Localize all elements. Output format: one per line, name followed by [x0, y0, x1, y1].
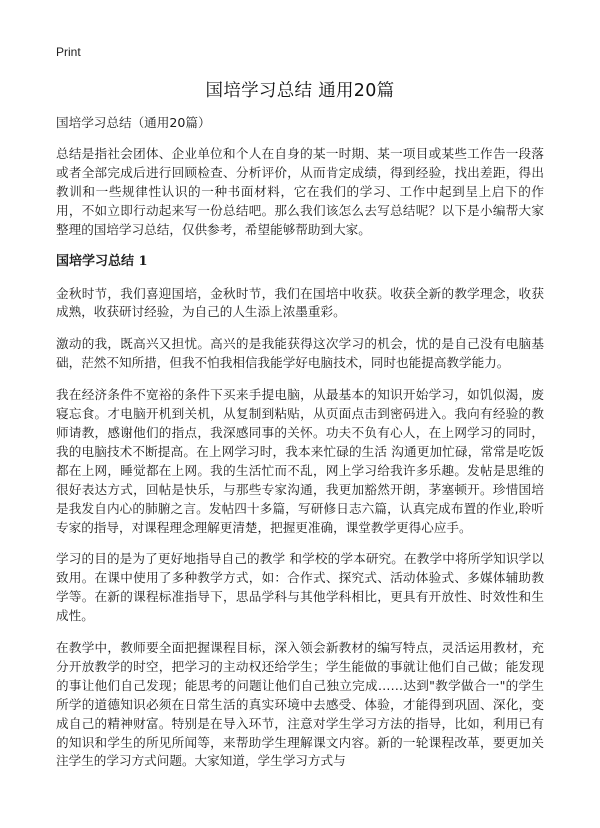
- print-link[interactable]: Print: [56, 45, 81, 59]
- body-paragraph: 我在经济条件不宽裕的条件下买来手提电脑，从最基本的知识开始学习，如饥似渴，废寝忘食。才电脑开机到关机，从复制到粘贴，从页面点击到密码进入。我向有经验的教师请教，感谢他们的指点，我深感同事的关怀。功夫不负有心人，在上网学习的同时，我的电脑技术不断提高。在上网学习时，我本来忙碌的生活 沟通更加忙碌，常常是吃饭都在上网，睡觉都在上网。我的生活忙而不乱，网上学习给我许多乐趣。发帖是思维的很好表达方式，回帖是快乐，与那些专家沟通，我更加豁然开朗，茅塞顿开。珍惜国培是我发自内心的肺腑之言。发帖四十多篇，写研修日志六篇，认真完成布置的作业,聆听专家的指导，对课程理念理解更清楚，把握更准确，课堂教学更得心应手。: [56, 387, 544, 535]
- document-body: [56, 114, 544, 784]
- document-subtitle: 国培学习总结（通用20篇）: [56, 115, 211, 130]
- intro-paragraph: 总结是指社会团体、企业单位和个人在自身的某一时期、某一项目或某些工作告一段落或者全部完成后进行回顾检查、分析评价，从而肯定成绩，得到经验，找出差距，得出教训和一些规律性认识的一种书面材料，它在我们的学习、工作中起到呈上启下的作用，不如立即行动起来写一份总结吧。那么我们该怎么去写总结呢？以下是小编帮大家整理的国培学习总结，仅供参考，希望能够帮助到大家。: [56, 146, 544, 237]
- body-paragraph: 在教学中，教师要全面把握课程目标，深入领会新教材的编写特点，灵活运用教材，充分开放教学的时空，把学习的主动权还给学生；学生能做的事就让他们自己做；能发现的事让他们自己发现；能思考的问题让他们自己独立完成……达到"教学做合一"的学生所学的道德知识必须在日常生活的真实环境中去感受、体验，才能得到巩固、深化，变成自己的精神财富。特别是在导入环节，注意对学生学习方法的指导，比如，利用已有的知识和学生的所见所闻等，来帮助学生理解课文内容。新的一轮课程改革，要更加关注学生的学习方式问题。大家知道，学生学习方式与: [56, 640, 544, 769]
- body-paragraph: 学习的目的是为了更好地指导自己的教学 和学校的学本研究。在教学中将所学知识学以致用。在课中使用了多种教学方式，如：合作式、探究式、活动体验式、多媒体辅助教学等。在新的课程标准指导下，思品学科与其他学科相比，更具有开放性、时效性和生成性。: [56, 551, 544, 624]
- body-paragraph: 激动的我，既高兴又担忧。高兴的是我能获得这次学习的机会，忧的是自己没有电脑基础，茫然不知所措，但我不怕我相信我能学好电脑技术，同时也能提高教学能力。: [56, 336, 544, 371]
- page-title: 国培学习总结 通用20篇: [205, 81, 395, 101]
- section-heading: 国培学习总结 1: [56, 253, 148, 269]
- body-paragraph: 金秋时节，我们喜迎国培，金秋时节，我们在国培中收获。收获全新的教学理念，收获成熟，收获研讨经验，为自己的人生添上浓墨重彩。: [56, 285, 544, 320]
